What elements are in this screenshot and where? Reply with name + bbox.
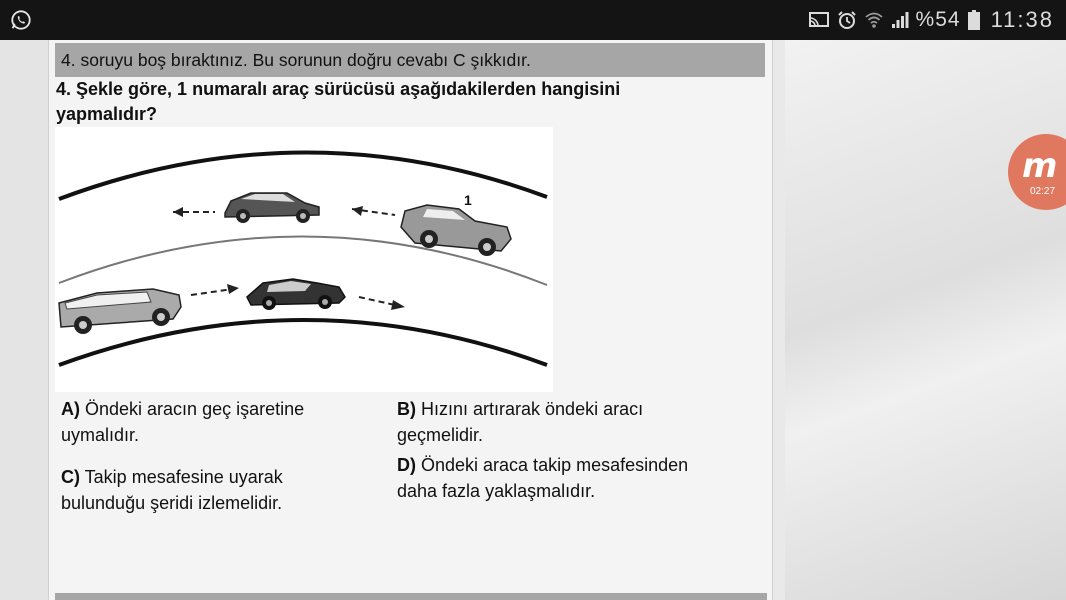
car-1-label: 1 [464,192,472,208]
question-line-2: yapmalıdır? [56,104,158,124]
left-margin [0,40,48,600]
option-b-text-1: Hızını artırarak öndeki aracı [416,399,644,419]
option-d-text-2: daha fazla yaklaşmalıdır. [397,481,596,501]
signal-icon [891,11,909,29]
option-c[interactable] [61,464,361,516]
option-b-letter: B) [397,399,416,419]
road-illustration [55,127,553,392]
option-c-letter: C) [61,467,80,487]
wifi-icon [864,10,884,30]
arrow-bottom-left [191,289,233,295]
answer-notice: 4. soruyu boş bıraktınız. Bu sorunun doğru cevabı C şıkkıdır. [55,43,765,77]
status-bar [0,0,1066,40]
option-d[interactable] [397,452,757,504]
car-porsche [247,279,345,310]
option-c-text-2: bulunduğu şeridi izlemelidir. [61,493,283,513]
battery-percentage: %54 [915,8,961,31]
whatsapp-icon[interactable] [10,9,32,31]
option-a[interactable] [61,396,361,448]
question-line-1: 4. Şekle göre, 1 numaralı araç sürücüsü aşağıdakilerden hangisini [56,79,621,99]
option-a-text-1: Öndeki aracın geç işaretine [80,399,305,419]
clock: 11:38 [990,7,1054,32]
option-b-text-2: geçmelidir. [397,425,484,445]
option-c-text-1: Takip mesafesine uyarak [80,467,283,487]
road-edge-top [59,152,547,199]
next-question-bar [55,593,767,600]
car-1 [401,205,511,256]
option-d-letter: D) [397,455,416,475]
option-a-text-2: uymalıdır. [61,425,140,445]
battery-icon [968,10,980,30]
question-card [48,40,773,600]
right-background [785,40,1066,600]
road-edge-bottom [59,320,547,365]
cast-icon [808,11,830,29]
option-b[interactable] [397,396,727,448]
car-left-top [225,193,319,223]
option-d-text-1: Öndeki araca takip mesafesinden [416,455,689,475]
car-wagon [59,289,181,334]
recorder-time: 02:27 [1030,186,1056,197]
question-text [56,77,756,127]
arrow-bottom-right [359,297,395,305]
alarm-icon [837,10,857,30]
recorder-logo-icon: m [1022,146,1058,186]
status-icons [808,6,1054,34]
option-a-letter: A) [61,399,80,419]
